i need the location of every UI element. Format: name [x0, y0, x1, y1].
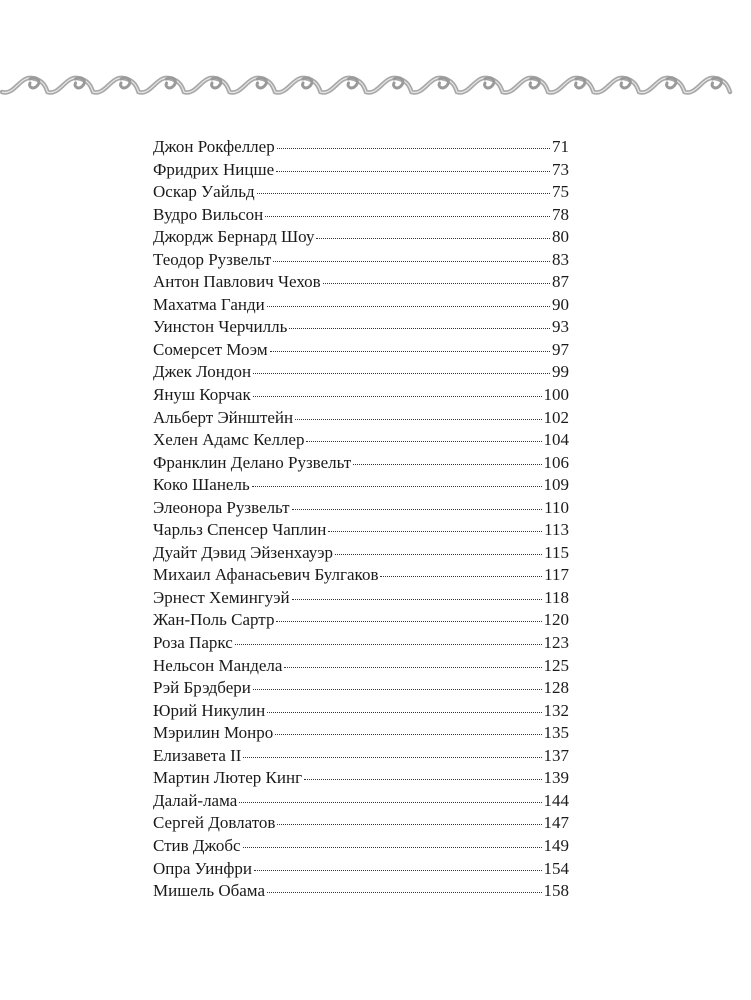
- dot-leader: [239, 801, 541, 803]
- toc-entry[interactable]: [153, 339, 569, 362]
- toc-entry-title: Джек Лондон: [153, 362, 252, 382]
- toc-entry-title: Вудро Вильсон: [153, 204, 264, 224]
- toc-entry-title: Михаил Афанасьевич Булгаков: [153, 565, 379, 585]
- toc-entry-page-number: 87: [552, 272, 569, 292]
- toc-entry[interactable]: [153, 204, 569, 227]
- toc-entry-title: Джордж Бернард Шоу: [153, 227, 315, 247]
- toc-entry[interactable]: [153, 542, 569, 565]
- toc-entry-title: Юрий Никулин: [153, 700, 266, 720]
- toc-entry-page-number: 113: [544, 520, 569, 540]
- toc-entry[interactable]: [153, 136, 569, 159]
- toc-entry-page-number: 102: [543, 407, 569, 427]
- toc-entry-page-number: 104: [543, 430, 569, 450]
- toc-entry-title: Чарльз Спенсер Чаплин: [153, 520, 327, 540]
- dot-leader: [253, 395, 542, 397]
- toc-entry-title: Стив Джобс: [153, 835, 241, 855]
- toc-entry-title: Антон Павлович Чехов: [153, 272, 321, 292]
- toc-entry-title: Рэй Брэдбери: [153, 678, 251, 698]
- dot-leader: [316, 237, 550, 239]
- dot-leader: [335, 553, 542, 555]
- dot-leader: [277, 147, 550, 149]
- toc-entry-page-number: 137: [543, 745, 569, 765]
- toc-entry-page-number: 80: [552, 227, 569, 247]
- toc-entry-title: Опра Уинфри: [153, 858, 253, 878]
- dot-leader: [254, 869, 541, 871]
- dot-leader: [277, 823, 541, 825]
- toc-entry-title: Дуайт Дэвид Эйзенхауэр: [153, 542, 334, 562]
- toc-entry-page-number: 149: [543, 835, 569, 855]
- toc-entry-page-number: 158: [543, 881, 569, 901]
- toc-entry-page-number: 123: [543, 633, 569, 653]
- dot-leader: [292, 598, 542, 600]
- toc-entry-title: Януш Корчак: [153, 385, 251, 405]
- toc-entry[interactable]: [153, 519, 569, 542]
- toc-entry[interactable]: [153, 880, 569, 903]
- toc-entry[interactable]: [153, 271, 569, 294]
- dot-leader: [243, 756, 541, 758]
- toc-entry[interactable]: [153, 474, 569, 497]
- dot-leader: [276, 620, 541, 622]
- toc-entry-page-number: 99: [552, 362, 569, 382]
- toc-entry-title: Махатма Ганди: [153, 294, 265, 314]
- toc-entry[interactable]: [153, 587, 569, 610]
- toc-entry-page-number: 97: [552, 339, 569, 359]
- dot-leader: [252, 485, 542, 487]
- dot-leader: [257, 192, 550, 194]
- toc-entry-title: Роза Паркс: [153, 633, 233, 653]
- toc-entry-title: Мартин Лютер Кинг: [153, 768, 303, 788]
- toc-entry-title: Мэрилин Монро: [153, 723, 274, 743]
- dot-leader: [289, 327, 550, 329]
- toc-entry-page-number: 71: [552, 137, 569, 156]
- dot-leader: [265, 215, 550, 217]
- toc-entry-title: Мишель Обама: [153, 881, 265, 901]
- toc-entry-page-number: 147: [543, 813, 569, 833]
- dot-leader: [273, 260, 550, 262]
- toc-entry-page-number: 135: [543, 723, 569, 743]
- toc-entry-title: Хелен Адамс Келлер: [153, 430, 305, 450]
- toc-entry[interactable]: [153, 361, 569, 384]
- toc-entry-page-number: 83: [552, 249, 569, 269]
- dot-leader: [235, 643, 542, 645]
- toc-entry[interactable]: [153, 835, 569, 858]
- toc-entry[interactable]: [153, 497, 569, 520]
- toc-entry[interactable]: [153, 745, 569, 768]
- dot-leader: [353, 463, 541, 465]
- toc-entry[interactable]: [153, 812, 569, 835]
- toc-entry-page-number: 100: [543, 385, 569, 405]
- toc-entry[interactable]: [153, 159, 569, 182]
- dot-leader: [267, 711, 541, 713]
- toc-entry-page-number: 106: [543, 452, 569, 472]
- toc-entry[interactable]: [153, 700, 569, 723]
- toc-entry-title: Элеонора Рузвельт: [153, 497, 290, 517]
- dot-leader: [276, 170, 550, 172]
- toc-entry-title: Джон Рокфеллер: [153, 137, 275, 156]
- toc-entry-title: Сергей Довлатов: [153, 813, 276, 833]
- toc-entry[interactable]: [153, 790, 569, 813]
- toc-entry-page-number: 90: [552, 294, 569, 314]
- toc-entry-page-number: 128: [543, 678, 569, 698]
- toc-entry-title: Оскар Уайльд: [153, 182, 255, 202]
- toc-entry-page-number: 117: [544, 565, 569, 585]
- dot-leader: [275, 733, 541, 735]
- toc-entry[interactable]: [153, 452, 569, 475]
- dot-leader: [253, 688, 542, 690]
- toc-entry[interactable]: [153, 429, 569, 452]
- toc-entry-page-number: 73: [552, 159, 569, 179]
- toc-entry-title: Уинстон Черчилль: [153, 317, 288, 337]
- table-of-contents: [153, 136, 569, 903]
- toc-entry-title: Теодор Рузвельт: [153, 249, 272, 269]
- toc-entry-page-number: 115: [544, 542, 569, 562]
- toc-entry-page-number: 132: [543, 700, 569, 720]
- toc-entry[interactable]: [153, 294, 569, 317]
- toc-entry[interactable]: [153, 722, 569, 745]
- toc-entry-title: Далай-лама: [153, 790, 238, 810]
- toc-entry-page-number: 154: [543, 858, 569, 878]
- toc-entry[interactable]: [153, 632, 569, 655]
- toc-entry-title: Франклин Делано Рузвельт: [153, 452, 352, 472]
- toc-entry[interactable]: [153, 767, 569, 790]
- toc-entry-title: Нельсон Мандела: [153, 655, 283, 675]
- toc-entry[interactable]: [153, 226, 569, 249]
- toc-entry[interactable]: [153, 407, 569, 430]
- toc-entry-page-number: 75: [552, 182, 569, 202]
- toc-entry-page-number: 118: [544, 587, 569, 607]
- dot-leader: [292, 508, 543, 510]
- toc-entry[interactable]: [153, 609, 569, 632]
- dot-leader: [267, 305, 550, 307]
- dot-leader: [328, 530, 542, 532]
- dot-leader: [295, 418, 541, 420]
- toc-entry-page-number: 125: [543, 655, 569, 675]
- toc-entry-title: Елизавета II: [153, 745, 242, 765]
- toc-entry-page-number: 144: [543, 790, 569, 810]
- toc-entry-page-number: 109: [543, 475, 569, 495]
- dot-leader: [380, 575, 542, 577]
- dot-leader: [323, 282, 550, 284]
- toc-entry-title: Коко Шанель: [153, 475, 250, 495]
- toc-entry[interactable]: [153, 564, 569, 587]
- toc-entry-title: Фридрих Ницше: [153, 159, 275, 179]
- toc-entry[interactable]: [153, 181, 569, 204]
- toc-entry[interactable]: [153, 655, 569, 678]
- dot-leader: [243, 846, 542, 848]
- toc-entry-title: Альберт Эйнштейн: [153, 407, 294, 427]
- dot-leader: [284, 666, 541, 668]
- toc-entry-page-number: 78: [552, 204, 569, 224]
- toc-entry[interactable]: [153, 677, 569, 700]
- toc-entry-page-number: 93: [552, 317, 569, 337]
- wave-scroll-border-icon: [0, 66, 751, 106]
- dot-leader: [253, 372, 550, 374]
- toc-entry-page-number: 139: [543, 768, 569, 788]
- toc-entry-title: Эрнест Хемингуэй: [153, 587, 290, 607]
- toc-entry[interactable]: [153, 384, 569, 407]
- dot-leader: [306, 440, 541, 442]
- dot-leader: [304, 778, 541, 780]
- toc-entry-title: Сомерсет Моэм: [153, 339, 268, 359]
- toc-entry[interactable]: [153, 249, 569, 272]
- dot-leader: [270, 350, 550, 352]
- toc-entry-page-number: 110: [544, 497, 569, 517]
- toc-entry[interactable]: [153, 316, 569, 339]
- toc-entry[interactable]: [153, 858, 569, 881]
- toc-entry-title: Жан-Поль Сартр: [153, 610, 275, 630]
- dot-leader: [267, 891, 542, 893]
- toc-entry-page-number: 120: [543, 610, 569, 630]
